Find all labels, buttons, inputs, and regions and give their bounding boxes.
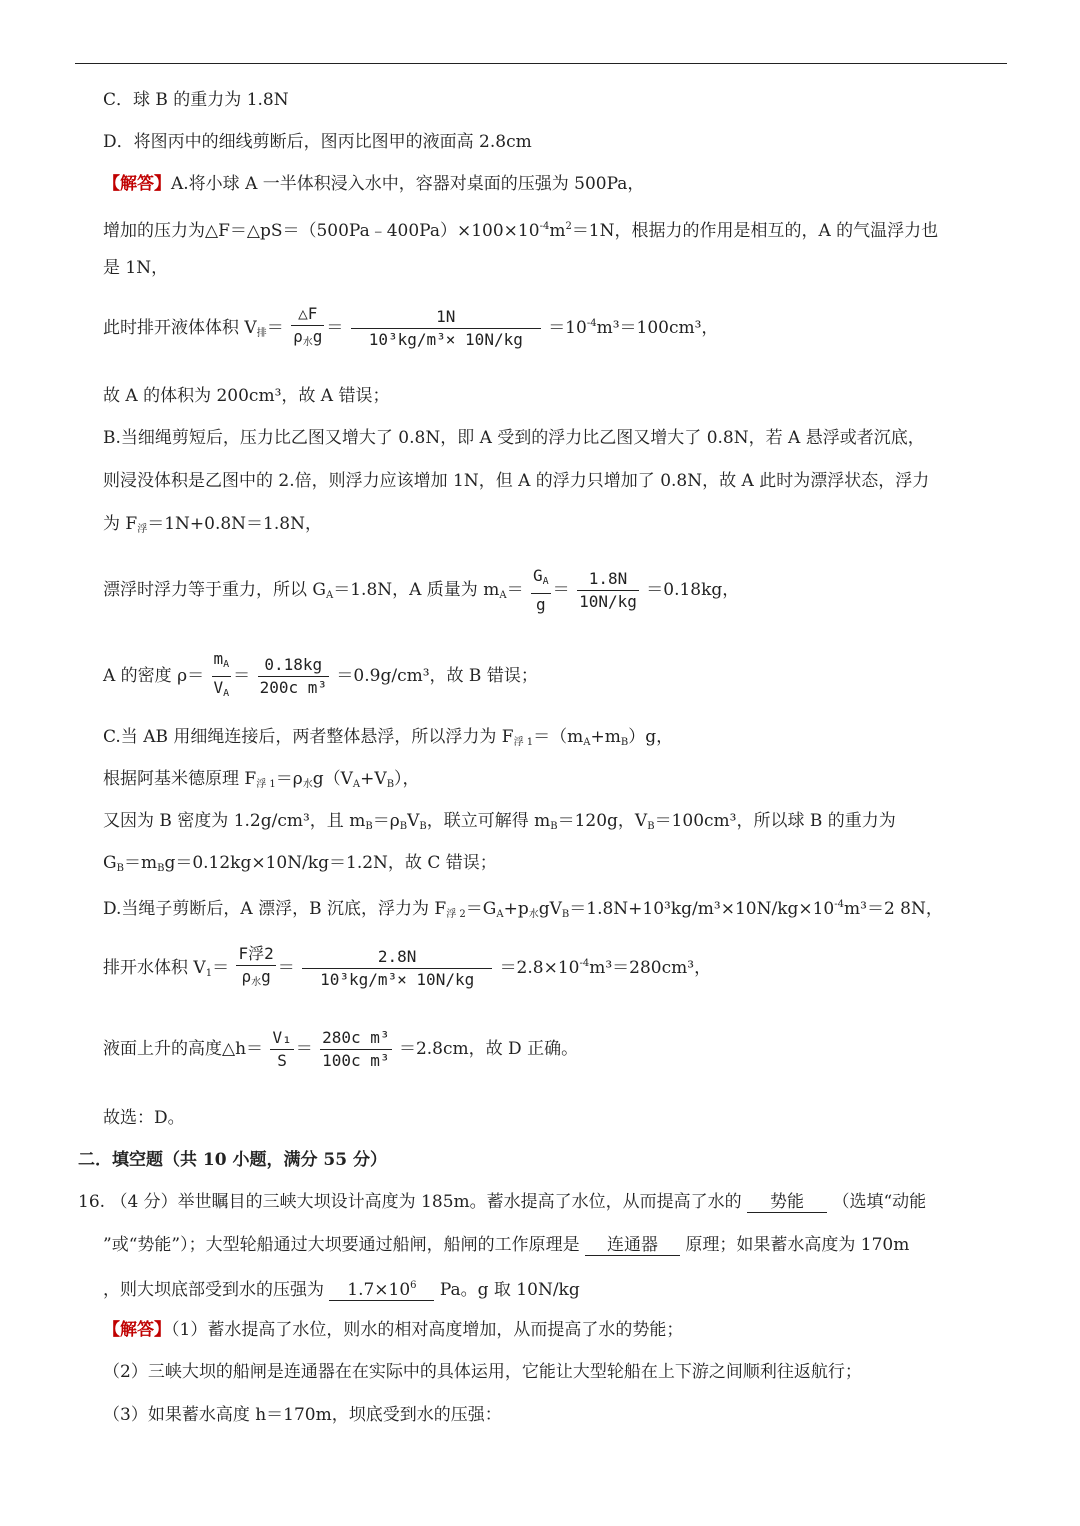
solution-b-3: 为 $F_浮=1N+0.8N=1.8N$， [103,514,322,535]
solution-conclusion: 故选：D。 [103,1108,185,1128]
solution-a-5: 故 A 的体积为 200cm³，故 A 错误； [103,386,390,406]
answer-16-line-1: 【解答】（1）蓄水提高了水位，则水的相对高度增加，从而提高了水的势能； [103,1320,684,1340]
solution-a-2: 增加的压力为$\triangle F=\triangle pS=(500Pa﹣400Pa)\times 100\times 10^{-4}m^2=1N$，根据力的作用是相互的，A 的气温浮力也 [103,221,939,241]
fraction-mA-over-VA: $\frac{m_A}{V_A}$ [213,649,230,699]
solution-a-4: 此时排开液体体积 $V_排=$ $\frac{\triangle F}{\rho_水g}$ ＝ $\frac{1N}{\text{10³kg/m³× 10N/kg}}$ $=10^{-4}m^3=100cm^3$， [103,303,718,354]
solution-c-2: 根据阿基米德原理 $F_{浮 1}=\rho_水g(V_A+V_B)$， [103,769,420,790]
answer-16-line-2: （2）三峡大坝的船闸是连通器在在实际中的具体运用，它能让大型轮船在上下游之间顺利往返航行； [103,1362,862,1382]
solution-a-1: 【解答】A.将小球 A 一半体积浸入水中，容器对桌面的压强为 500Pa， [103,174,645,194]
fraction-280-over-100: $\frac{\text{280c m³}}{\text{100c m³}}$ [322,1028,390,1070]
question-16-line-1: 16. （4 分）举世瞩目的三峡大坝设计高度为 185m。蓄水提高了水位，从而提高了水的 势能 （选填“动能 [78,1192,927,1212]
fraction-deltaF-over-rho-g: $\frac{\triangle F}{\rho_水g}$ [293,304,323,348]
question-16-line-2: ”或“势能”）；大型轮船通过大坝要通过船闸，船闸的工作原理是 连通器 原理；如果蓄水高度为 170m [103,1235,910,1255]
answer-tag: 【解答】 [103,174,171,194]
fraction-V1-over-S: $\frac{\text{V₁}}{S}$ [272,1028,292,1070]
solution-b-2: 则浸没体积是乙图中的 2.倍，则浮力应该增加 1N，但 A 的浮力只增加了 0.8N，故 A 此时为漂浮状态，浮力 [103,471,930,491]
solution-b-1: B.当细绳剪短后，压力比乙图又增大了 0.8N，即 A 受到的浮力比乙图又增大了 0.8N，若 A 悬浮或者沉底， [103,428,925,448]
solution-c-4: $G_B=m_Bg=0.12kg\times 10N/kg=1.2N$，故 C 错误； [103,853,497,874]
solution-b-4: 漂浮时浮力等于重力，所以 $G_A=1.8N$，A 质量为 $m_A=$ $\frac{G_A}{g}$ ＝ $\frac{1.8N}{10N/kg}$ ＝0.18kg， [103,566,740,614]
fraction-1N: $\frac{1N}{\text{10³kg/m³× 10N/kg}}$ [351,306,541,351]
fraction-GA-over-g: $\frac{G_A}{g}$ [532,566,549,614]
solution-c-1: C.当 AB 用细绳连接后，两者整体悬浮，所以浮力为 $F_{浮 1}=(m_A+m_B)g$， [103,727,674,748]
solution-a-3: 是 1N， [103,258,169,278]
fraction-2.8N: $\frac{2.8N}{\text{10³kg/m³× 10N/kg}}$ [302,946,492,991]
fraction-0.18kg: $\frac{0.18kg}{\text{200c m³}}$ [259,655,328,697]
question-16-line-3: ，则大坝底部受到水的压强为 $1.7\times 10^6$ Pa。g 取 10N/kg [103,1276,580,1302]
solution-d-1: D.当绳子剪断后，A 漂浮，B 沉底，浮力为 $F_{浮 2}=G_A+p_水gV_B=1.8N+10^3kg/m^3\times 10N/kg\times 10^{-4}m^3=2$ 8N， [103,899,943,920]
section-heading-fill-blank: 二．填空题（共 10 小题，满分 55 分） [78,1150,387,1170]
solution-d-2: 排开水体积 $V_1=$ $\frac{\text{F浮2}}{\rho_水g}$ ＝ $\frac{2.8N}{\text{10³kg/m³× 10N/kg}}$ $=2.8\times 10^{-4}m^3=280cm^3$， [103,943,711,994]
answer-16-line-3: （3）如果蓄水高度 h＝170m，坝底受到水的压强： [103,1405,502,1425]
answer-blank-2: 连通器 [585,1235,680,1256]
solution-d-3: 液面上升的高度△h＝ $\frac{\text{V₁}}{S}$ ＝ $\frac{\text{280c m³}}{\text{100c m³}}$ ＝2.8cm，故 D 正确。 [103,1028,579,1070]
fraction-1.8N: $\frac{1.8N}{10N/kg}$ [579,569,637,611]
answer-tag: 【解答】 [103,1320,171,1340]
answer-blank-3: $1.7\times 10^6$ [329,1276,434,1301]
answer-blank-1: 势能 [747,1192,827,1213]
option-c: C．球 B 的重力为 1.8N [103,90,289,110]
solution-b-5: A 的密度 ρ＝ $\frac{m_A}{V_A}$ ＝ $\frac{0.18kg}{\text{200c m³}}$ ＝0.9g/cm³，故 B 错误； [103,648,538,705]
solution-c-3: 又因为 B 密度为 1.2g/cm³，且 $m_B=\rho_BV_B$，联立可解得 $m_B=120g$，$V_B=100cm^3$，所以球 B 的重力为 [103,811,896,832]
fraction-F2-over-rho-g: $\frac{\text{F浮2}}{\rho_水g}$ [238,944,274,988]
option-d: D．将图丙中的细线剪断后，图丙比图甲的液面高 2.8cm [103,132,532,152]
header-rule [75,63,1007,64]
